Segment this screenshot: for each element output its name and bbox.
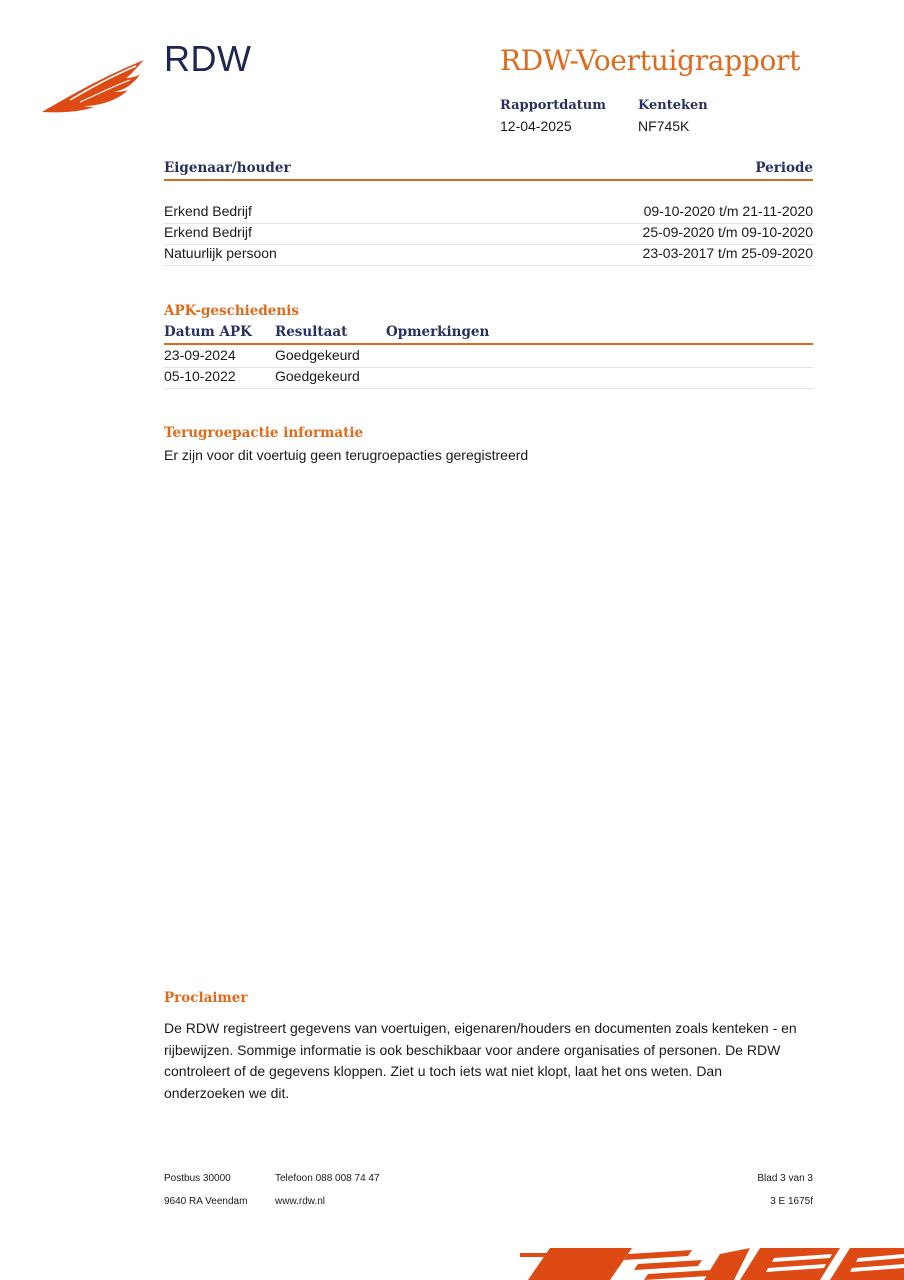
owners-header-rule — [164, 179, 813, 181]
period-column-header: Periode — [755, 160, 813, 176]
rdw-logo-icon — [40, 56, 148, 116]
plate-label: Kenteken — [638, 98, 708, 113]
plate-value: NF745K — [638, 118, 690, 134]
page-title: RDW-Voertuigrapport — [500, 44, 801, 77]
footer-code: 3 E 1675f — [770, 1196, 813, 1207]
apk-date-cell: 05-10-2022 — [164, 368, 236, 384]
owner-column-header: Eigenaar/houder — [164, 160, 291, 176]
period-cell: 25-09-2020 t/m 09-10-2020 — [642, 224, 813, 240]
footer-po-box: Postbus 30000 — [164, 1173, 231, 1184]
owner-cell: Erkend Bedrijf — [164, 224, 252, 240]
apk-date-column-header: Datum APK — [164, 324, 252, 340]
report-date-value: 12-04-2025 — [500, 118, 572, 134]
footer-phone: Telefoon 088 008 74 47 — [275, 1173, 380, 1184]
apk-result-cell: Goedgekeurd — [275, 368, 360, 384]
owner-cell: Erkend Bedrijf — [164, 203, 252, 219]
orange-stripes-icon — [520, 1244, 904, 1280]
table-row — [164, 202, 813, 224]
table-row — [164, 223, 813, 245]
table-row — [164, 346, 813, 368]
apk-section-title: APK-geschiedenis — [164, 303, 299, 319]
report-date-label: Rapportdatum — [500, 98, 606, 113]
period-cell: 23-03-2017 t/m 25-09-2020 — [642, 245, 813, 261]
disclaimer-text: De RDW registreert gegevens van voertuigen, eigenaren/houders en documenten zoals kenteken - en rijbewijzen. Sommige informatie is ook beschikbaar voor andere organisaties of personen. De RDW controleert of de gegevens kloppen. Ziet u toch iets wat niet klopt, laat het ons weten. Dan onderzoeken we dit. — [164, 1020, 797, 1101]
apk-remarks-column-header: Opmerkingen — [386, 324, 490, 340]
apk-result-column-header: Resultaat — [275, 324, 348, 340]
owner-cell: Natuurlijk persoon — [164, 245, 277, 261]
table-row — [164, 367, 813, 389]
disclaimer-title: Proclaimer — [164, 990, 248, 1006]
recall-text: Er zijn voor dit voertuig geen terugroepacties geregistreerd — [164, 447, 529, 463]
footer-postal-city: 9640 RA Veendam — [164, 1196, 248, 1207]
apk-result-cell: Goedgekeurd — [275, 347, 360, 363]
period-cell: 09-10-2020 t/m 21-11-2020 — [643, 203, 813, 219]
apk-header-rule — [164, 343, 813, 345]
logo-text: RDW — [164, 38, 252, 79]
footer-website-link[interactable]: www.rdw.nl — [275, 1196, 326, 1207]
apk-date-cell: 23-09-2024 — [164, 347, 236, 363]
footer-page-number: Blad 3 van 3 — [757, 1173, 813, 1184]
recall-section-title: Terugroepactie informatie — [164, 425, 364, 441]
table-row — [164, 244, 813, 266]
